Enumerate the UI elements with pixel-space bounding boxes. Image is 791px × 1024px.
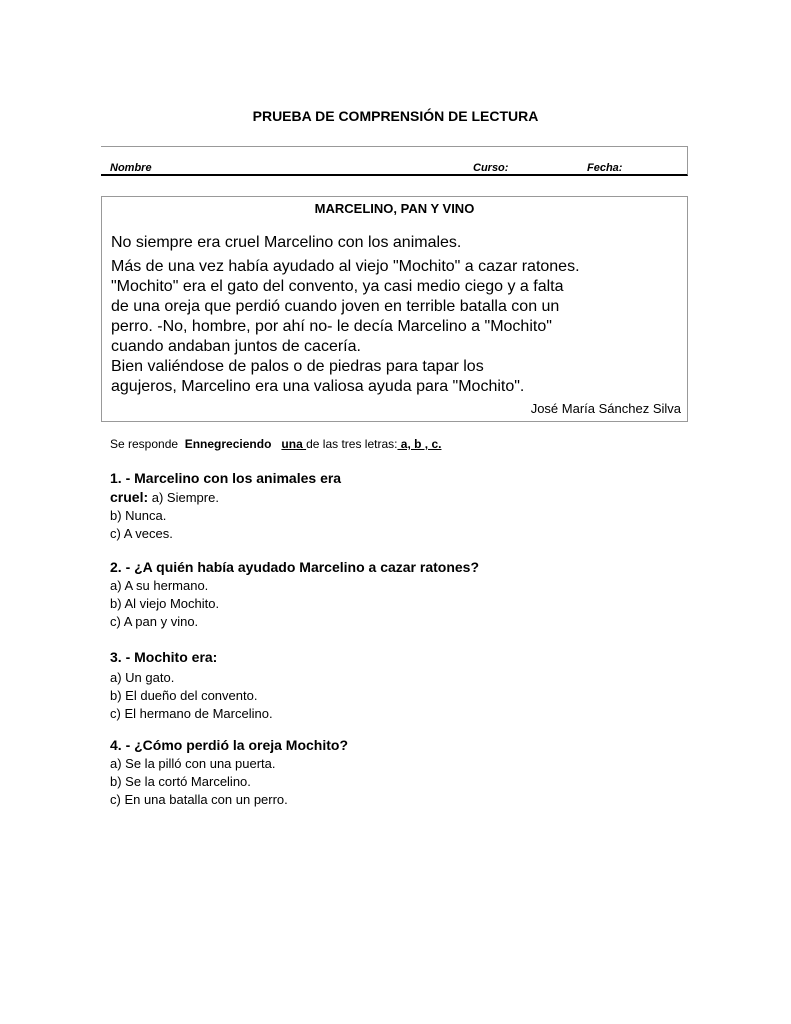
instructions-prefix: Se responde [110, 437, 185, 451]
reading-line: de una oreja que perdió cuando joven en terrible batalla con un [111, 298, 560, 315]
reading-title: MARCELINO, PAN Y VINO [314, 201, 475, 216]
question-1 [110, 468, 341, 543]
instructions-spacer [271, 437, 281, 451]
nombre-label: Nombre [110, 162, 152, 174]
answer-option[interactable]: b) Se la cortó Marcelino. [110, 774, 251, 789]
answer-option[interactable]: c) A veces. [110, 526, 173, 541]
answer-option[interactable]: b) Nunca. [110, 508, 167, 523]
reading-line: Bien valiéndose de palos o de piedras para tapar los [111, 358, 484, 375]
reading-line: cuando andaban juntos de cacería. [111, 338, 361, 355]
answer-option[interactable]: c) El hermano de Marcelino. [110, 706, 273, 721]
instructions [110, 437, 441, 451]
answer-option[interactable]: a) A su hermano. [110, 578, 209, 593]
reading-passage-box [101, 196, 688, 422]
answer-option[interactable]: a) Siempre. [151, 490, 219, 505]
answer-option[interactable]: b) El dueño del convento. [110, 688, 258, 703]
question-4 [110, 735, 348, 809]
question-title: 4. - ¿Cómo perdió la oreja Mochito? [110, 737, 349, 753]
answer-option[interactable]: a) Se la pilló con una puerta. [110, 756, 276, 771]
question-2 [110, 557, 479, 631]
question-lead: cruel: [110, 489, 149, 505]
fecha-label: Fecha: [587, 162, 623, 174]
reading-line: No siempre era cruel Marcelino con los animales. [111, 234, 462, 251]
question-title: 2. - ¿A quién había ayudado Marcelino a cazar ratones? [110, 559, 480, 575]
curso-label: Curso: [473, 162, 509, 174]
answer-option[interactable]: a) Un gato. [110, 670, 175, 685]
reading-line: perro. -No, hombre, por ahí no- le decía Marcelino a "Mochito" [111, 318, 552, 335]
answer-option[interactable]: b) Al viejo Mochito. [110, 596, 220, 611]
question-3 [110, 647, 273, 723]
reading-line: Más de una vez había ayudado al viejo "Mochito" a cazar ratones. [111, 258, 580, 275]
instructions-letters: a, b , c. [397, 437, 442, 451]
page-title: PRUEBA DE COMPRENSIÓN DE LECTURA [252, 108, 539, 124]
instructions-underlined-word: una [281, 437, 307, 451]
reading-line: "Mochito" era el gato del convento, ya casi medio ciego y a falta [111, 278, 564, 295]
reading-text [111, 233, 580, 397]
question-title: 1. - Marcelino con los animales era [110, 470, 342, 486]
instructions-bold-word: Ennegreciendo [184, 437, 272, 451]
question-title: 3. - Mochito era: [110, 649, 218, 665]
answer-option[interactable]: c) En una batalla con un perro. [110, 792, 288, 807]
reading-line: agujeros, Marcelino era una valiosa ayuda para "Mochito". [111, 378, 525, 395]
student-info-bar [101, 146, 688, 176]
reading-author: José María Sánchez Silva [530, 401, 681, 416]
instructions-middle: de las tres letras: [306, 437, 398, 451]
answer-option[interactable]: c) A pan y vino. [110, 614, 199, 629]
